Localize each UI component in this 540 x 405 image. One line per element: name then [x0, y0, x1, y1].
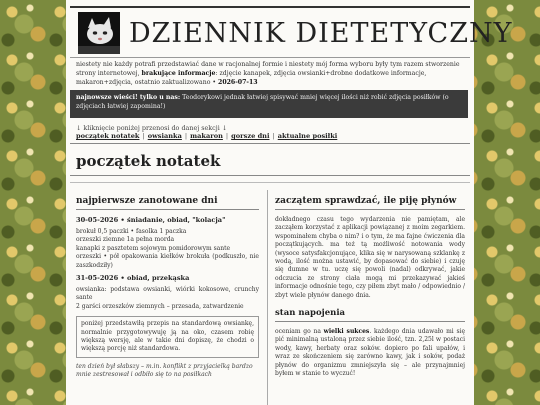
left-column — [76, 196, 259, 380]
site-title: DZIENNIK DIETETYCZNY — [129, 18, 513, 49]
section-rule-secondary — [70, 182, 470, 183]
hydration-paragraph — [275, 328, 465, 378]
left-column-title: najpierwsze zanotowane dni — [76, 196, 218, 206]
intro-text-part2: : zdjęcie kanapek, zdjęcia owsianki+drobne dodatkowe informacje, makaron+zdjęcia, ostatnio zaktualizowano • — [76, 70, 427, 86]
oatmeal-note-box: poniżej przedstawiłą przepis na standardową owsiankę, normalnie przygotowywuję ją na oko, czasem robię większą wersję, ale w takie dni dopiszę, że chodzi o większą porcję niż standardowa. — [76, 316, 259, 358]
right-column-title: zaczątem sprawdzać, ile piję płynów — [275, 196, 457, 206]
nav-link-aktualne[interactable]: aktualne posiłki — [277, 132, 338, 140]
day-footnote: ten dzień był słabszy – m.in. konflikt z przyjacielką bardzo mnie zestresował i odbiło się to na posiłkach — [76, 362, 253, 379]
updated-date: 2026-07-13 — [218, 79, 258, 86]
meal-item: kanapki z pasztetem sojowym pomidorowym sante — [76, 244, 231, 252]
site-header — [76, 12, 513, 54]
nav-hint: ↓ kliknięcie poniżej przenosi do danej sekcji ↓ — [76, 124, 228, 132]
nav-separator: | — [225, 132, 229, 140]
day-heading: 30-05-2026 • śniadanie, obiad, "kolacja" — [76, 216, 226, 224]
news-label: najnowsze wieści! tylko u nas: — [76, 94, 181, 101]
hydration-text-a: oceniam go na — [275, 328, 324, 336]
section-nav — [76, 132, 337, 140]
left-title-rule — [76, 209, 259, 210]
nav-rule — [70, 143, 470, 144]
meal-item: owsianka: podstawa owsianki, wiórki kokosowe, crunchy sante — [76, 286, 259, 302]
intro-text — [76, 60, 464, 87]
section-rule — [70, 175, 470, 176]
nav-separator: | — [142, 132, 145, 140]
nav-link-makaron[interactable]: makaron — [190, 132, 223, 140]
column-divider — [267, 190, 268, 405]
hydration-subtitle: stan napojenia — [275, 308, 346, 319]
cat-logo-icon — [78, 12, 120, 54]
meal-item: orzeszki • pół opakowania kiełków brokuła (podkuszło, nie zaszkodziły) — [76, 253, 259, 269]
hydration-text-b: . każdego dnia udawało mi się pić minimalną ustaloną przez siebie ilość, tzn. 2,25l w postaci wody, kawy, herbaty oraz soków. dopiero po fali upałów, i wraz ze skończeniem się zarówno kawy, jak i soków, podaż płynów do organizmu zmniejszyła się – ale przynajmniej byłem w stanie to wyczuć! — [275, 328, 466, 378]
nav-link-poczatek[interactable]: początek notatek — [76, 132, 140, 140]
title-rule — [70, 57, 470, 58]
nav-link-owsianka[interactable]: owsianka — [147, 132, 182, 140]
hydration-rule — [275, 321, 465, 322]
missing-info-label: brakujące informacje — [141, 70, 216, 77]
intro-text-part1: niestety nie każdy potrafi przedstawiać dane w racjonalnej formie i niestety mój forma wyboru były tym razem stworzenie strony internetowej, — [76, 61, 460, 77]
nav-link-gorsze-dni[interactable]: gorsze dni — [231, 132, 270, 140]
meal-item: orzeszki ziemne 1a pełna morda — [76, 236, 175, 244]
right-title-rule — [275, 209, 465, 210]
nav-separator: | — [184, 132, 188, 140]
nav-separator: | — [272, 132, 275, 140]
section-title: początek notatek — [76, 152, 221, 170]
news-text: Teodorykowi jednak łatwiej spisywać mniej więcej ilości niż robić zdjęcia posiłków (o zdjęciach łatwiej zapomina!) — [76, 94, 449, 110]
meal-item: 2 garści orzeszków ziemnych – przesada, zatwardzenie — [76, 302, 244, 310]
right-column — [275, 196, 465, 379]
day-heading: 31-05-2026 • obiad, przekąska — [76, 274, 190, 283]
page-container — [66, 0, 513, 405]
fluids-paragraph: dokładnego czasu tego wydarzenia nie pamiętam, ale zacząłem korzystać z aplikacji powiązanej z moim zegarkiem. wspominałem chyba o nim? i o tym, że ma fajne ćwiczenia dla początkujących. ma też tą możliwość notowania wody (wysoce satysfakcjonujące, klika się w narysowaną szklankę z wodą, ilość można ustawić, by dopasować do siebie) i czuję się dumne w tu. uczę się powoli (nadal) odkrywać, jakie odczucia ze strony ciała mogą mi przekazywać jakieś informacje odnośnie tego, czy piłem zbyt mało / odpowiednio / zbyt wiele płynów danego dnia. — [275, 216, 465, 299]
top-rule — [70, 6, 470, 8]
meal-item: brokuł 0,5 paczki • fasolka 1 paczka — [76, 228, 187, 235]
hydration-success: wielki sukces — [323, 328, 370, 336]
news-banner — [70, 90, 468, 118]
